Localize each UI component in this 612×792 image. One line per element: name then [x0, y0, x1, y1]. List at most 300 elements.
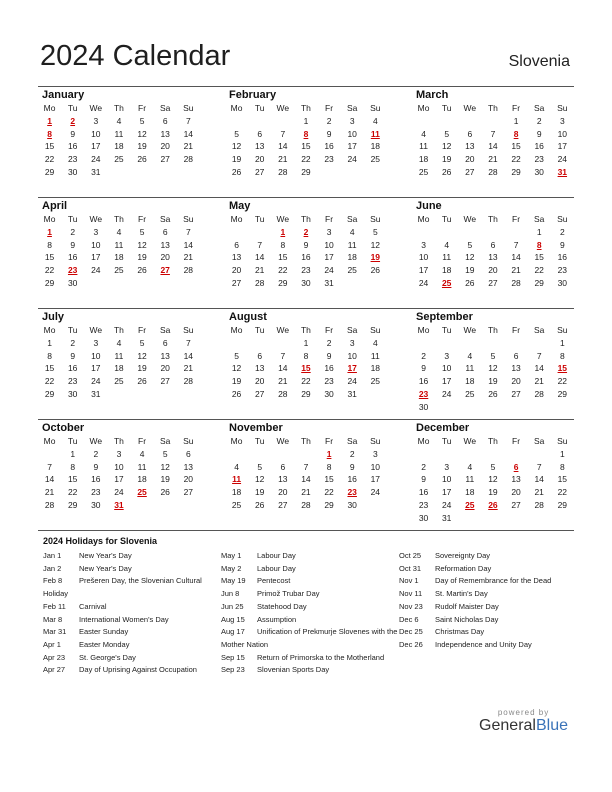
empty-cell: [505, 512, 528, 525]
day-cell: 16: [557, 252, 568, 263]
weekday-label: Th: [487, 103, 498, 113]
weekday-label: Su: [370, 214, 381, 224]
week-row: [225, 264, 387, 277]
day-cell: 19: [231, 154, 242, 165]
weekday-header: [225, 435, 387, 448]
weekday-label: Fr: [325, 325, 334, 335]
day-cell: 25: [370, 376, 381, 387]
day-cell: 20: [183, 474, 194, 485]
week-row: [412, 251, 574, 264]
day-cell: 10: [370, 461, 381, 472]
day-cell: 26: [254, 499, 265, 510]
weekday-label: We: [463, 214, 477, 224]
day-cell: 22: [557, 376, 568, 387]
holiday-name: Reformation Day: [435, 563, 492, 573]
week-row: [412, 153, 574, 166]
holiday-column: [43, 550, 221, 677]
weekday-label: Th: [487, 214, 498, 224]
day-cell: 28: [301, 499, 311, 510]
day-cell: 23: [534, 154, 544, 165]
holiday-day: 25: [441, 277, 452, 288]
empty-cell: [481, 401, 504, 414]
day-cell: 7: [303, 461, 309, 472]
day-cell: 17: [557, 141, 568, 152]
day-cell: 6: [257, 128, 263, 139]
weekday-header: [38, 102, 200, 115]
holiday-name: Primož Trubar Day: [257, 589, 320, 599]
week-row: [412, 128, 574, 141]
holiday-column: [221, 550, 399, 677]
empty-cell: [131, 388, 154, 401]
day-cell: 20: [160, 252, 170, 263]
day-cell: 29: [534, 277, 544, 288]
month-name: October: [42, 422, 85, 434]
empty-cell: [458, 448, 481, 461]
weekday-label: Sa: [346, 436, 358, 446]
day-cell: 1: [559, 337, 565, 348]
empty-cell: [458, 337, 481, 350]
weekday-label: Su: [370, 436, 381, 446]
day-cell: 2: [559, 226, 565, 237]
empty-cell: [248, 226, 271, 239]
month-name: March: [416, 89, 449, 101]
day-cell: 7: [280, 350, 286, 361]
day-cell: 1: [536, 226, 542, 237]
day-cell: 14: [278, 363, 288, 374]
day-cell: 29: [44, 166, 55, 177]
day-cell: 11: [114, 239, 124, 250]
weekday-header: [225, 102, 387, 115]
weekday-label: Fr: [138, 214, 147, 224]
week-row: [412, 473, 574, 486]
empty-cell: [435, 115, 458, 128]
weekday-label: Tu: [254, 325, 265, 335]
day-cell: 20: [160, 141, 170, 152]
day-cell: 10: [91, 350, 101, 361]
day-cell: 1: [303, 115, 309, 126]
week-row: [225, 239, 387, 252]
holiday-item: [399, 550, 577, 563]
day-cell: 18: [347, 252, 357, 263]
holiday-item: [221, 601, 399, 614]
holiday-date: Apr 27: [43, 665, 66, 675]
day-cell: 6: [234, 239, 239, 250]
week-row: [38, 337, 200, 350]
day-cell: 26: [137, 265, 147, 276]
weekday-label: We: [463, 436, 477, 446]
weekday-label: Sa: [159, 325, 171, 335]
empty-cell: [177, 499, 200, 512]
weekday-label: Su: [370, 103, 381, 113]
holiday-name: Slovenian Sports Day: [257, 665, 330, 675]
holiday-item: [43, 575, 221, 600]
empty-cell: [84, 277, 107, 290]
empty-cell: [435, 226, 458, 239]
day-cell: 16: [67, 141, 78, 152]
holiday-name: Assumption: [257, 614, 297, 624]
holiday-name: Day of Remembrance for the Dead: [435, 576, 552, 586]
day-cell: 28: [534, 499, 544, 510]
holiday-item: [43, 652, 221, 665]
day-cell: 3: [559, 115, 565, 126]
day-cell: 14: [534, 363, 544, 374]
empty-cell: [528, 512, 551, 525]
week-row: [412, 401, 574, 414]
day-cell: 28: [534, 388, 544, 399]
holiday-name: New Year's Day: [79, 551, 132, 560]
holiday-name: Rudolf Maister Day: [435, 601, 499, 611]
day-cell: 30: [67, 166, 78, 177]
empty-cell: [131, 499, 154, 512]
week-row: [225, 128, 387, 141]
holiday-name: Unification of Prekmurje Slovenes with the Mother Nation: [221, 627, 398, 649]
day-cell: 24: [114, 487, 124, 498]
week-row: [38, 486, 200, 499]
holiday-name: Return of Primorska to the Motherland: [257, 652, 385, 662]
month-january: [38, 87, 200, 197]
empty-cell: [248, 337, 271, 350]
day-cell: 21: [278, 376, 288, 387]
day-cell: 19: [137, 252, 147, 263]
day-cell: 18: [418, 154, 429, 165]
weekday-label: Sa: [346, 325, 358, 335]
empty-cell: [177, 277, 200, 290]
weekday-label: Sa: [533, 214, 545, 224]
empty-cell: [458, 226, 481, 239]
weekday-label: Mo: [230, 436, 243, 446]
week-row: [412, 512, 574, 525]
day-cell: 21: [534, 487, 544, 498]
day-cell: 29: [557, 388, 568, 399]
day-cell: 17: [347, 141, 357, 152]
day-cell: 8: [559, 461, 565, 472]
day-cell: 24: [370, 487, 381, 498]
day-cell: 14: [278, 141, 288, 152]
holiday-day: 6: [513, 461, 519, 472]
weekday-label: Su: [183, 214, 194, 224]
empty-cell: [528, 448, 551, 461]
holiday-day: 25: [465, 499, 475, 510]
day-cell: 28: [511, 277, 521, 288]
holiday-day: 1: [280, 226, 286, 237]
day-cell: 7: [280, 128, 286, 139]
day-cell: 22: [301, 154, 311, 165]
day-cell: 9: [536, 128, 542, 139]
day-cell: 6: [467, 128, 473, 139]
day-cell: 1: [303, 337, 309, 348]
day-cell: 8: [559, 350, 565, 361]
holiday-date: Aug 17: [221, 627, 245, 637]
week-row: [38, 388, 200, 401]
day-cell: 10: [441, 363, 452, 374]
day-cell: 23: [324, 154, 334, 165]
day-cell: 18: [465, 376, 475, 387]
holiday-name: Easter Monday: [79, 639, 130, 649]
day-cell: 28: [254, 277, 265, 288]
holiday-name: Easter Sunday: [79, 627, 129, 637]
weekday-label: Tu: [67, 214, 78, 224]
holiday-day: 23: [67, 265, 78, 276]
empty-cell: [177, 166, 200, 179]
day-cell: 13: [183, 461, 194, 472]
day-cell: 21: [183, 252, 194, 263]
day-cell: 9: [70, 128, 76, 139]
holiday-day: 8: [536, 239, 542, 250]
holiday-day: 19: [370, 252, 381, 263]
week-row: [225, 388, 387, 401]
day-cell: 3: [444, 350, 450, 361]
day-cell: 12: [231, 363, 242, 374]
day-cell: 12: [465, 252, 475, 263]
weekday-label: We: [276, 214, 290, 224]
empty-cell: [364, 277, 387, 290]
day-cell: 25: [465, 388, 475, 399]
day-cell: 13: [465, 141, 475, 152]
week-row: [412, 277, 574, 290]
day-cell: 22: [511, 154, 521, 165]
day-cell: 28: [183, 265, 194, 276]
month-september: [412, 309, 574, 419]
day-cell: 1: [70, 448, 76, 459]
day-cell: 30: [418, 401, 429, 412]
holiday-date: Jan 2: [43, 563, 62, 573]
holiday-column: [399, 550, 577, 677]
day-cell: 16: [91, 474, 101, 485]
day-cell: 4: [116, 337, 122, 348]
day-cell: 21: [183, 141, 194, 152]
week-row: [225, 277, 387, 290]
weekday-header: [38, 324, 200, 337]
day-cell: 22: [278, 265, 288, 276]
day-cell: 17: [91, 363, 101, 374]
weekday-label: Tu: [254, 214, 265, 224]
day-cell: 24: [91, 154, 101, 165]
day-cell: 29: [67, 499, 78, 510]
day-cell: 30: [534, 166, 544, 177]
empty-cell: [107, 166, 130, 179]
week-row: [38, 115, 200, 128]
month-row: [38, 86, 574, 197]
day-cell: 22: [301, 376, 311, 387]
empty-cell: [481, 512, 504, 525]
weekday-label: Fr: [512, 103, 521, 113]
day-cell: 29: [301, 166, 311, 177]
week-row: [412, 388, 574, 401]
day-cell: 13: [231, 252, 242, 263]
day-cell: 6: [162, 337, 168, 348]
day-cell: 15: [511, 141, 521, 152]
day-cell: 6: [257, 350, 263, 361]
day-cell: 21: [534, 376, 544, 387]
week-row: [412, 499, 574, 512]
week-row: [225, 375, 387, 388]
day-cell: 14: [183, 239, 194, 250]
week-row: [38, 140, 200, 153]
week-row: [38, 153, 200, 166]
week-row: [412, 375, 574, 388]
weekday-label: We: [463, 103, 477, 113]
day-cell: 8: [303, 350, 309, 361]
weekday-label: We: [463, 325, 477, 335]
day-cell: 29: [44, 277, 55, 288]
day-cell: 30: [91, 499, 101, 510]
month-name: January: [42, 89, 85, 101]
week-row: [38, 226, 200, 239]
day-cell: 18: [114, 141, 124, 152]
day-cell: 5: [139, 115, 145, 126]
month-name: May: [229, 200, 251, 212]
holiday-name: Christmas Day: [435, 627, 485, 637]
day-cell: 29: [278, 277, 288, 288]
week-row: [38, 251, 200, 264]
day-cell: 17: [418, 265, 429, 276]
day-cell: 7: [536, 350, 542, 361]
day-cell: 24: [418, 277, 429, 288]
day-cell: 10: [347, 128, 357, 139]
day-cell: 2: [326, 115, 332, 126]
day-cell: 11: [137, 461, 147, 472]
weekday-label: Sa: [533, 325, 545, 335]
day-cell: 26: [441, 166, 452, 177]
day-cell: 5: [139, 226, 145, 237]
week-row: [225, 350, 387, 363]
weekday-label: Tu: [441, 436, 452, 446]
day-cell: 8: [280, 239, 286, 250]
day-cell: 28: [183, 154, 194, 165]
day-cell: 24: [91, 376, 101, 387]
holiday-name: Independence and Unity Day: [435, 639, 532, 649]
day-cell: 27: [511, 388, 521, 399]
holiday-name: Statehood Day: [257, 601, 307, 611]
day-cell: 3: [116, 448, 122, 459]
day-cell: 2: [349, 448, 355, 459]
week-row: [225, 473, 387, 486]
day-cell: 18: [114, 252, 124, 263]
day-cell: 17: [114, 474, 124, 485]
empty-cell: [412, 337, 435, 350]
day-cell: 29: [301, 388, 311, 399]
day-cell: 31: [324, 277, 334, 288]
day-cell: 26: [488, 388, 498, 399]
weekday-label: Sa: [346, 103, 358, 113]
empty-cell: [505, 226, 528, 239]
holiday-day: 8: [47, 128, 52, 139]
day-cell: 7: [257, 239, 263, 250]
day-cell: 6: [280, 461, 286, 472]
day-cell: 3: [444, 461, 450, 472]
holiday-date: May 1: [221, 551, 242, 560]
week-row: [412, 362, 574, 375]
week-row: [412, 226, 574, 239]
holiday-date: Nov 1: [399, 576, 419, 586]
week-row: [412, 486, 574, 499]
week-row: [38, 264, 200, 277]
weekday-label: Sa: [159, 436, 171, 446]
week-row: [225, 153, 387, 166]
holiday-day: 8: [303, 128, 309, 139]
weekday-label: Th: [300, 325, 311, 335]
day-cell: 13: [254, 141, 265, 152]
day-cell: 29: [324, 499, 334, 510]
weekday-label: Mo: [417, 214, 430, 224]
day-cell: 4: [444, 239, 450, 250]
day-cell: 9: [326, 128, 332, 139]
brand-logo: [479, 708, 568, 735]
week-row: [225, 486, 387, 499]
holiday-item: [221, 614, 399, 627]
day-cell: 23: [91, 487, 101, 498]
week-row: [38, 362, 200, 375]
day-cell: 9: [559, 239, 565, 250]
day-cell: 4: [116, 226, 122, 237]
day-cell: 18: [441, 265, 452, 276]
holiday-name: New Year's Day: [79, 563, 132, 573]
day-cell: 11: [465, 474, 475, 485]
empty-cell: [481, 448, 504, 461]
week-row: [412, 239, 574, 252]
day-cell: 12: [254, 474, 265, 485]
weekday-label: Tu: [254, 103, 265, 113]
holiday-day: 25: [137, 487, 147, 498]
holiday-date: Oct 25: [399, 551, 422, 560]
holiday-date: Nov 11: [399, 589, 423, 599]
day-cell: 15: [324, 474, 334, 485]
holiday-day: 15: [301, 363, 311, 374]
day-cell: 27: [488, 277, 498, 288]
day-cell: 14: [511, 252, 521, 263]
holiday-item: [43, 550, 221, 563]
holiday-item: [399, 575, 577, 588]
holiday-item: [43, 639, 221, 652]
weekday-label: We: [89, 325, 103, 335]
day-cell: 24: [557, 154, 568, 165]
day-cell: 13: [278, 474, 288, 485]
day-cell: 26: [231, 388, 242, 399]
day-cell: 15: [301, 141, 311, 152]
day-cell: 4: [116, 115, 122, 126]
day-cell: 28: [488, 166, 498, 177]
day-cell: 4: [372, 337, 378, 348]
day-cell: 15: [278, 252, 288, 263]
day-cell: 1: [559, 448, 565, 459]
day-cell: 25: [418, 166, 429, 177]
day-cell: 26: [465, 277, 475, 288]
day-cell: 12: [137, 239, 147, 250]
day-cell: 11: [347, 239, 357, 250]
day-cell: 9: [326, 350, 332, 361]
day-cell: 29: [557, 499, 568, 510]
empty-cell: [318, 166, 341, 179]
day-cell: 20: [254, 154, 265, 165]
day-cell: 5: [162, 448, 168, 459]
week-row: [225, 140, 387, 153]
week-row: [412, 461, 574, 474]
weekday-label: We: [89, 436, 103, 446]
day-cell: 23: [557, 265, 568, 276]
week-row: [38, 499, 200, 512]
day-cell: 27: [254, 166, 265, 177]
day-cell: 24: [324, 265, 334, 276]
week-row: [412, 264, 574, 277]
day-cell: 31: [91, 166, 101, 177]
weekday-label: Fr: [512, 214, 521, 224]
holiday-name: St. George's Day: [79, 652, 136, 662]
day-cell: 6: [185, 448, 191, 459]
weekday-label: Mo: [417, 436, 430, 446]
day-cell: 21: [511, 265, 521, 276]
day-cell: 27: [160, 376, 170, 387]
empty-cell: [225, 115, 248, 128]
